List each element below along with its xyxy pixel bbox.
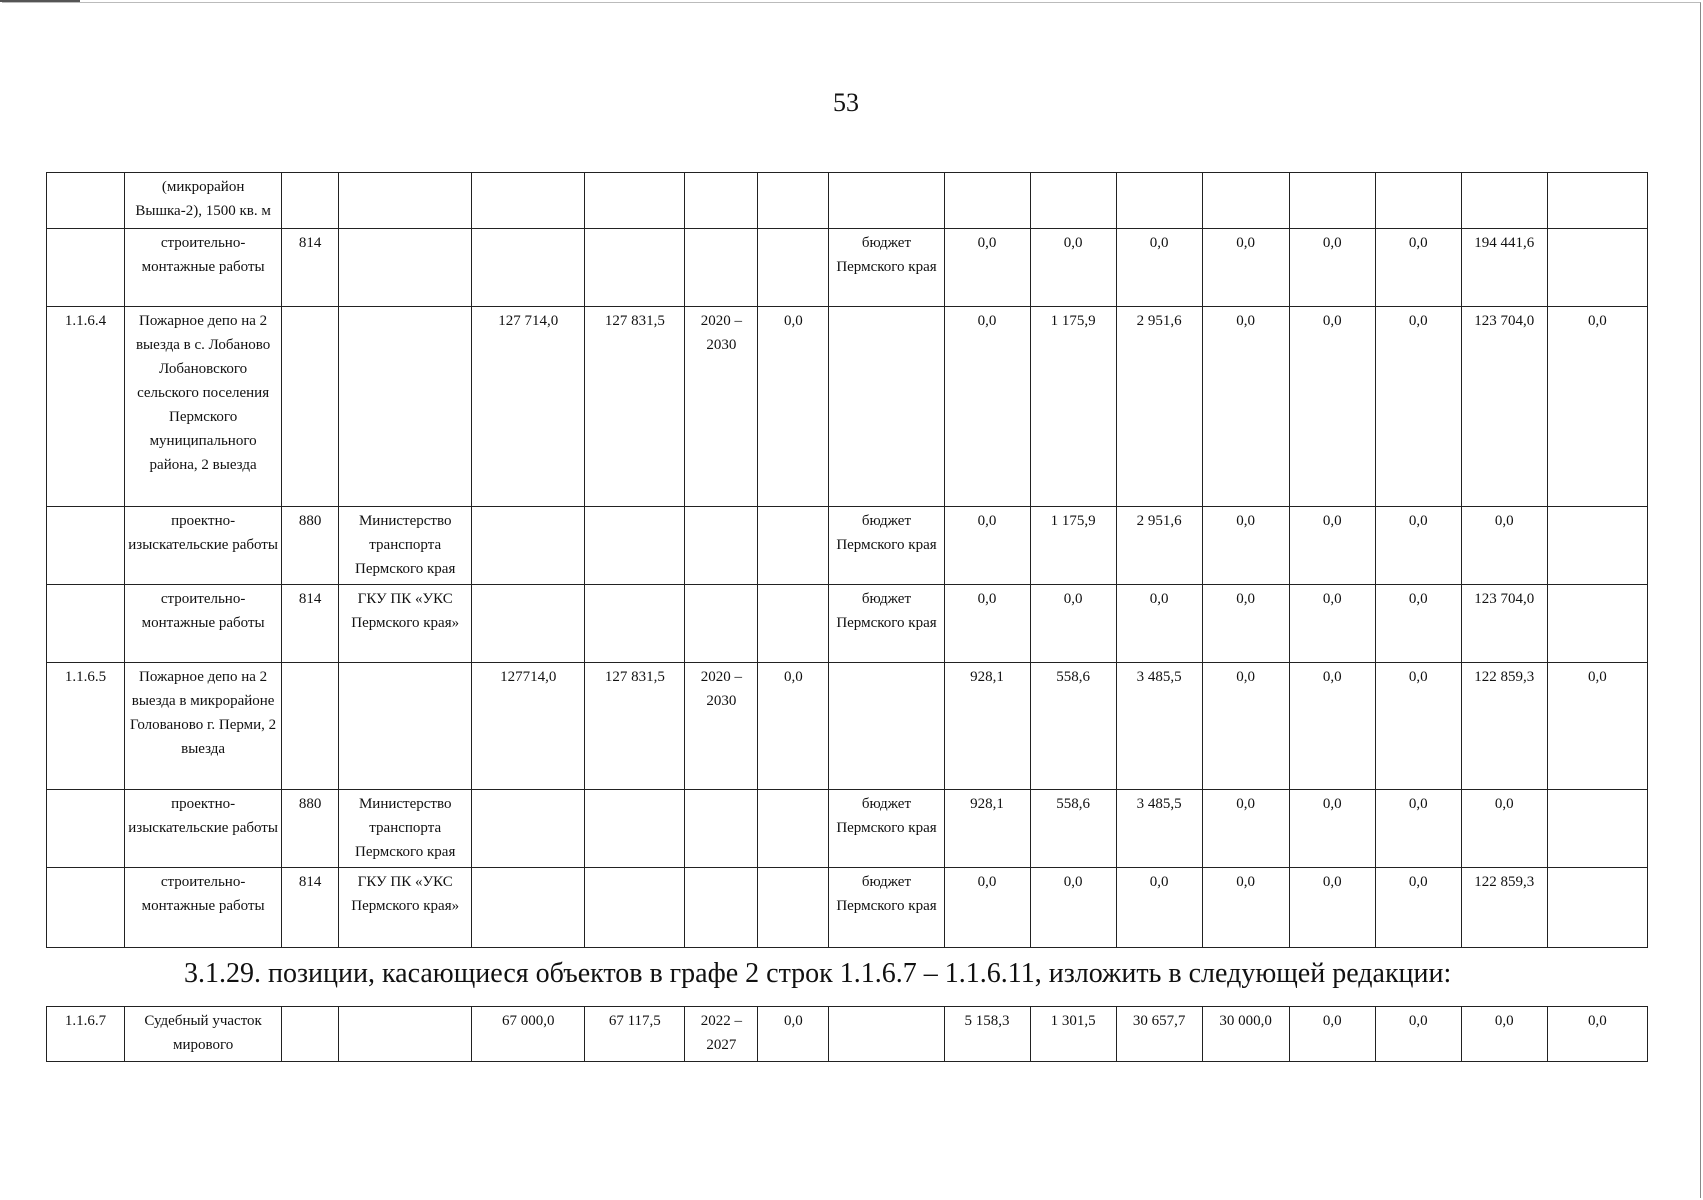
cell-name: проектно-изыскательские работы — [125, 507, 282, 585]
cell-total-cost — [472, 229, 585, 307]
cell-year-1: 0,0 — [944, 229, 1030, 307]
cell-estimated-cost — [585, 507, 685, 585]
cell-year-5 — [1289, 173, 1375, 229]
cell-year-8: 0,0 — [1547, 307, 1647, 507]
cell-year-4: 30 000,0 — [1202, 1007, 1289, 1062]
cell-year-7: 0,0 — [1461, 507, 1547, 585]
cell-year-1: 928,1 — [944, 790, 1030, 868]
cell-year-7: 194 441,6 — [1461, 229, 1547, 307]
cell-year-3: 0,0 — [1116, 868, 1202, 948]
cell-year-5: 0,0 — [1289, 229, 1375, 307]
cell-year-4: 0,0 — [1202, 229, 1289, 307]
cell-prior-funding — [758, 229, 829, 307]
cell-prior-funding — [758, 585, 829, 663]
cell-total-cost — [472, 790, 585, 868]
cell-executor — [339, 663, 472, 790]
cell-year-1 — [944, 173, 1030, 229]
cell-year-2: 1 175,9 — [1030, 507, 1116, 585]
cell-year-2: 0,0 — [1030, 229, 1116, 307]
cell-year-2: 0,0 — [1030, 585, 1116, 663]
cell-prior-funding: 0,0 — [758, 663, 829, 790]
table-row — [47, 868, 1648, 948]
cell-year-2: 558,6 — [1030, 663, 1116, 790]
table-row — [47, 663, 1648, 790]
cell-year-3: 0,0 — [1116, 229, 1202, 307]
section-table — [46, 1006, 1648, 1062]
cell-estimated-cost — [585, 790, 685, 868]
page-number: 53 — [833, 88, 859, 117]
cell-period — [685, 585, 758, 663]
cell-prior-funding: 0,0 — [758, 307, 829, 507]
cell-year-7: 122 859,3 — [1461, 868, 1547, 948]
table-row — [47, 790, 1648, 868]
scan-mark — [0, 0, 80, 2]
cell-period: 2020 – 2030 — [685, 663, 758, 790]
cell-year-3 — [1116, 173, 1202, 229]
cell-kbk — [282, 663, 339, 790]
cell-year-7: 123 704,0 — [1461, 307, 1547, 507]
cell-total-cost — [472, 173, 585, 229]
cell-executor: Министерство транспорта Пермского края — [339, 507, 472, 585]
cell-year-2 — [1030, 173, 1116, 229]
cell-kbk — [282, 307, 339, 507]
cell-year-6: 0,0 — [1375, 1007, 1461, 1062]
cell-year-1: 0,0 — [944, 868, 1030, 948]
cell-year-5: 0,0 — [1289, 868, 1375, 948]
cell-year-4: 0,0 — [1202, 507, 1289, 585]
cell-name: (микрорайон Вышка-2), 1500 кв. м — [125, 173, 282, 229]
cell-funding-source: бюджет Пермского края — [829, 585, 944, 663]
cell-name: Судебный участок мирового — [125, 1007, 282, 1062]
cell-total-cost — [472, 868, 585, 948]
cell-estimated-cost: 127 831,5 — [585, 307, 685, 507]
cell-year-6: 0,0 — [1375, 790, 1461, 868]
cell-year-3: 3 485,5 — [1116, 663, 1202, 790]
cell-year-6: 0,0 — [1375, 663, 1461, 790]
cell-prior-funding — [758, 868, 829, 948]
cell-prior-funding — [758, 790, 829, 868]
cell-name: Пожарное депо на 2 выезда в с. Лобаново Лобановского сельского поселения Пермского муниципального района, 2 выезда — [125, 307, 282, 507]
cell-year-5: 0,0 — [1289, 790, 1375, 868]
cell-year-2: 1 175,9 — [1030, 307, 1116, 507]
cell-name: строительно-монтажные работы — [125, 585, 282, 663]
cell-kbk — [282, 173, 339, 229]
cell-year-7 — [1461, 173, 1547, 229]
cell-estimated-cost — [585, 585, 685, 663]
cell-year-6: 0,0 — [1375, 868, 1461, 948]
cell-year-8 — [1547, 790, 1647, 868]
cell-year-8 — [1547, 229, 1647, 307]
cell-year-3: 2 951,6 — [1116, 507, 1202, 585]
cell-year-8: 0,0 — [1547, 663, 1647, 790]
cell-code: 1.1.6.5 — [47, 663, 125, 790]
cell-executor — [339, 173, 472, 229]
cell-code — [47, 790, 125, 868]
cell-year-5: 0,0 — [1289, 307, 1375, 507]
cell-kbk: 814 — [282, 585, 339, 663]
cell-year-2: 0,0 — [1030, 868, 1116, 948]
cell-period — [685, 507, 758, 585]
cell-year-4 — [1202, 173, 1289, 229]
cell-year-1: 928,1 — [944, 663, 1030, 790]
cell-estimated-cost: 127 831,5 — [585, 663, 685, 790]
cell-year-5: 0,0 — [1289, 507, 1375, 585]
table-row — [47, 307, 1648, 507]
cell-kbk: 880 — [282, 507, 339, 585]
cell-funding-source — [829, 663, 944, 790]
cell-funding-source — [829, 1007, 944, 1062]
cell-year-1: 0,0 — [944, 307, 1030, 507]
cell-name: строительно-монтажные работы — [125, 868, 282, 948]
cell-period: 2020 – 2030 — [685, 307, 758, 507]
cell-period — [685, 173, 758, 229]
cell-year-5: 0,0 — [1289, 663, 1375, 790]
cell-code — [47, 229, 125, 307]
cell-year-8 — [1547, 173, 1647, 229]
cell-year-6: 0,0 — [1375, 585, 1461, 663]
cell-code: 1.1.6.7 — [47, 1007, 125, 1062]
cell-year-8 — [1547, 868, 1647, 948]
cell-year-4: 0,0 — [1202, 663, 1289, 790]
cell-executor: ГКУ ПК «УКС Пермского края» — [339, 868, 472, 948]
table-row — [47, 507, 1648, 585]
cell-year-6 — [1375, 173, 1461, 229]
cell-funding-source — [829, 307, 944, 507]
cell-year-4: 0,0 — [1202, 868, 1289, 948]
cell-year-4: 0,0 — [1202, 790, 1289, 868]
cell-total-cost — [472, 507, 585, 585]
cell-total-cost: 67 000,0 — [472, 1007, 585, 1062]
table-row — [47, 585, 1648, 663]
cell-estimated-cost — [585, 229, 685, 307]
table-row — [47, 173, 1648, 229]
cell-code — [47, 173, 125, 229]
cell-year-7: 122 859,3 — [1461, 663, 1547, 790]
cell-estimated-cost — [585, 868, 685, 948]
cell-funding-source: бюджет Пермского края — [829, 868, 944, 948]
cell-total-cost — [472, 585, 585, 663]
cell-year-6: 0,0 — [1375, 307, 1461, 507]
cell-year-8: 0,0 — [1547, 1007, 1647, 1062]
cell-period — [685, 229, 758, 307]
cell-name: Пожарное депо на 2 выезда в микрорайоне Голованово г. Перми, 2 выезда — [125, 663, 282, 790]
cell-period — [685, 868, 758, 948]
cell-year-7: 0,0 — [1461, 1007, 1547, 1062]
cell-name: проектно-изыскательские работы — [125, 790, 282, 868]
cell-funding-source: бюджет Пермского края — [829, 790, 944, 868]
cell-kbk — [282, 1007, 339, 1062]
cell-estimated-cost: 67 117,5 — [585, 1007, 685, 1062]
cell-total-cost: 127 714,0 — [472, 307, 585, 507]
cell-year-5: 0,0 — [1289, 1007, 1375, 1062]
cell-year-1: 0,0 — [944, 585, 1030, 663]
cell-name: строительно-монтажные работы — [125, 229, 282, 307]
cell-total-cost: 127714,0 — [472, 663, 585, 790]
cell-executor — [339, 307, 472, 507]
main-table — [46, 172, 1648, 948]
table-row — [47, 1007, 1648, 1062]
table-row — [47, 229, 1648, 307]
cell-year-2: 558,6 — [1030, 790, 1116, 868]
cell-year-3: 2 951,6 — [1116, 307, 1202, 507]
cell-executor — [339, 1007, 472, 1062]
cell-executor: Министерство транспорта Пермского края — [339, 790, 472, 868]
cell-executor: ГКУ ПК «УКС Пермского края» — [339, 585, 472, 663]
cell-funding-source: бюджет Пермского края — [829, 507, 944, 585]
cell-year-3: 0,0 — [1116, 585, 1202, 663]
cell-funding-source — [829, 173, 944, 229]
cell-year-8 — [1547, 507, 1647, 585]
cell-year-1: 5 158,3 — [944, 1007, 1030, 1062]
cell-kbk: 880 — [282, 790, 339, 868]
cell-period — [685, 790, 758, 868]
cell-code — [47, 585, 125, 663]
cell-prior-funding — [758, 173, 829, 229]
cell-code — [47, 507, 125, 585]
cell-prior-funding — [758, 507, 829, 585]
cell-code: 1.1.6.4 — [47, 307, 125, 507]
cell-year-4: 0,0 — [1202, 307, 1289, 507]
cell-prior-funding: 0,0 — [758, 1007, 829, 1062]
cell-kbk: 814 — [282, 868, 339, 948]
cell-funding-source: бюджет Пермского края — [829, 229, 944, 307]
cell-kbk: 814 — [282, 229, 339, 307]
cell-estimated-cost — [585, 173, 685, 229]
cell-year-2: 1 301,5 — [1030, 1007, 1116, 1062]
cell-year-6: 0,0 — [1375, 507, 1461, 585]
cell-executor — [339, 229, 472, 307]
cell-year-6: 0,0 — [1375, 229, 1461, 307]
cell-year-5: 0,0 — [1289, 585, 1375, 663]
cell-period: 2022 – 2027 — [685, 1007, 758, 1062]
cell-year-8 — [1547, 585, 1647, 663]
cell-year-7: 123 704,0 — [1461, 585, 1547, 663]
section-heading: 3.1.29. позиции, касающиеся объектов в графе 2 строк 1.1.6.7 – 1.1.6.11, изложить в следующей редакции: — [184, 958, 1452, 989]
cell-year-1: 0,0 — [944, 507, 1030, 585]
cell-year-3: 3 485,5 — [1116, 790, 1202, 868]
cell-year-3: 30 657,7 — [1116, 1007, 1202, 1062]
cell-year-7: 0,0 — [1461, 790, 1547, 868]
cell-year-4: 0,0 — [1202, 585, 1289, 663]
cell-code — [47, 868, 125, 948]
